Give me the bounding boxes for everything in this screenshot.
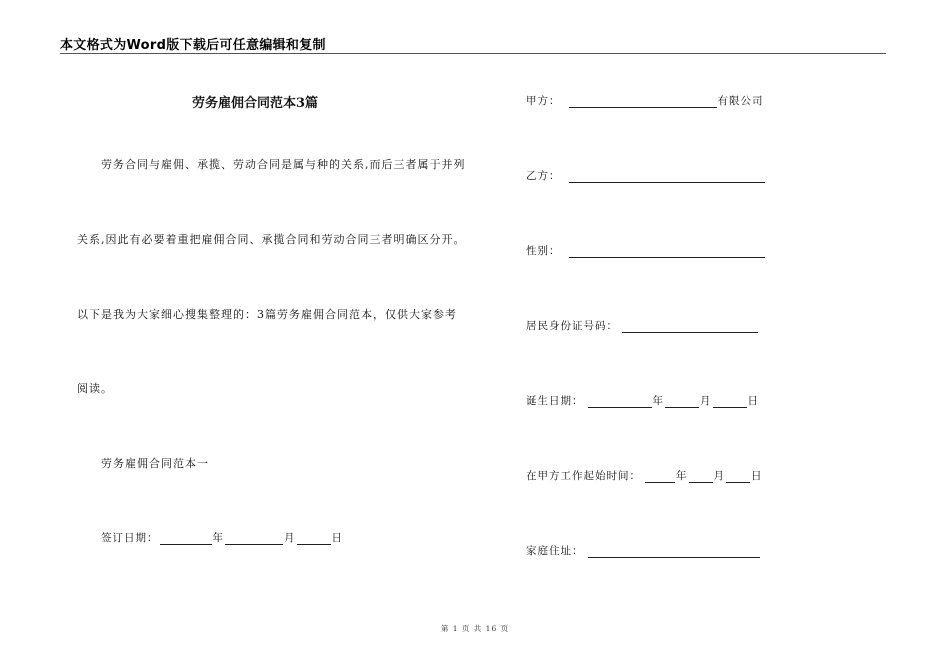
start-date-row <box>526 468 763 483</box>
party-a-label: 甲方： <box>526 95 561 107</box>
gender-label: 性别： <box>526 245 561 257</box>
sign-year-label: 年 <box>212 532 224 544</box>
paragraph-line-2: 关系,因此有必要着重把雇佣合同、承揽合同和劳动合同三者明确区分开。 <box>77 233 466 246</box>
start-day-blank[interactable] <box>726 472 750 483</box>
address-row <box>526 543 761 558</box>
birth-year-blank[interactable] <box>588 397 652 408</box>
party-b-row <box>526 168 766 183</box>
address-label: 家庭住址： <box>526 545 584 557</box>
sign-date-row <box>101 530 343 545</box>
address-blank[interactable] <box>588 547 760 558</box>
birth-day-label: 日 <box>747 395 759 407</box>
birth-month-blank[interactable] <box>665 397 699 408</box>
gender-blank[interactable] <box>569 247 765 258</box>
sign-day-blank[interactable] <box>297 534 331 545</box>
start-date-label: 在甲方工作起始时间： <box>526 470 641 482</box>
sign-day-label: 日 <box>331 532 343 544</box>
sign-year-blank[interactable] <box>160 534 212 545</box>
header-divider <box>60 53 886 54</box>
birth-month-label: 月 <box>700 395 712 407</box>
party-a-blank[interactable] <box>569 97 717 108</box>
birth-date-row <box>526 393 759 408</box>
paragraph-line-4: 阅读。 <box>77 382 113 395</box>
party-b-label: 乙方： <box>526 170 561 182</box>
paragraph-line-1: 劳务合同与雇佣、承揽、劳动合同是属与种的关系,而后三者属于并列 <box>101 158 466 171</box>
section-title: 劳务雇佣合同范本一 <box>101 457 209 470</box>
start-month-label: 月 <box>713 470 725 482</box>
id-number-label: 居民身份证号码： <box>526 320 618 332</box>
start-day-label: 日 <box>751 470 763 482</box>
sign-month-blank[interactable] <box>225 534 283 545</box>
birth-day-blank[interactable] <box>713 397 747 408</box>
start-year-blank[interactable] <box>645 472 675 483</box>
paragraph-line-3: 以下是我为大家细心搜集整理的：3篇劳务雇佣合同范本，仅供大家参考 <box>77 308 457 321</box>
party-a-row <box>526 93 764 108</box>
party-b-blank[interactable] <box>569 172 765 183</box>
header-note: 本文格式为Word版下载后可任意编辑和复制 <box>60 38 326 53</box>
page-number: 第 1 页 共 16 页 <box>440 624 510 633</box>
id-number-blank[interactable] <box>622 322 758 333</box>
party-a-suffix: 有限公司 <box>717 95 764 107</box>
gender-row <box>526 243 766 258</box>
document-title: 劳务雇佣合同范本3篇 <box>192 96 319 111</box>
start-year-label: 年 <box>676 470 688 482</box>
birth-date-label: 诞生日期： <box>526 395 584 407</box>
birth-year-label: 年 <box>652 395 664 407</box>
id-number-row <box>526 318 759 333</box>
start-month-blank[interactable] <box>689 472 713 483</box>
sign-month-label: 月 <box>284 532 296 544</box>
sign-date-label: 签订日期： <box>101 532 159 544</box>
